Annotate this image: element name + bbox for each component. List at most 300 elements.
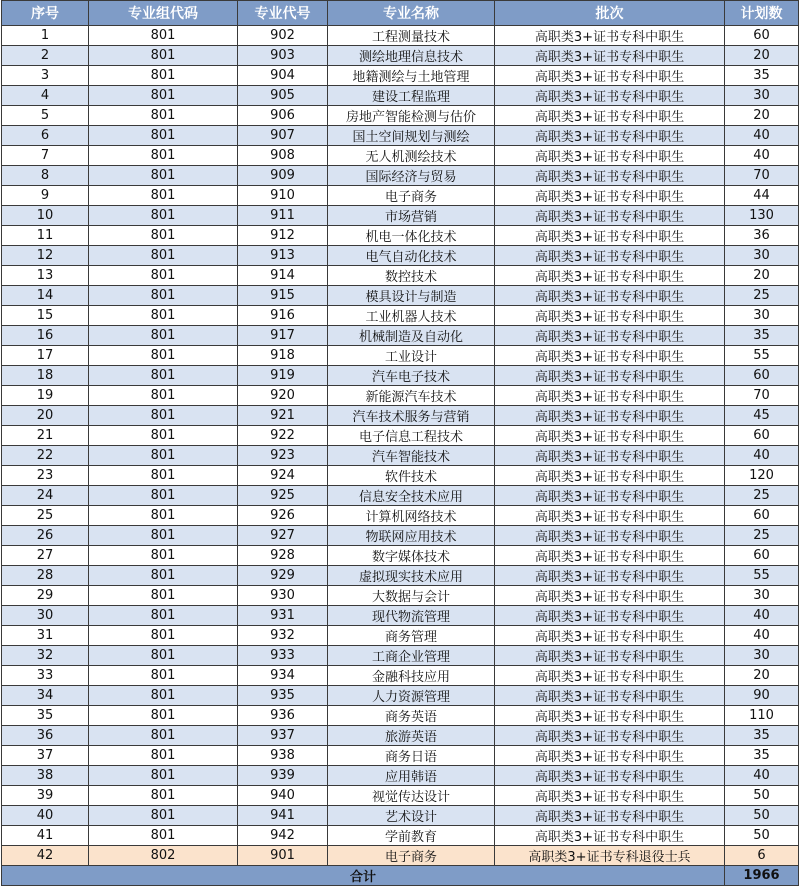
row-major-name: 电子商务 <box>328 186 495 206</box>
row-plan-count: 40 <box>725 626 799 646</box>
table-row <box>2 546 799 566</box>
row-major-name: 商务日语 <box>328 746 495 766</box>
row-major-code: 920 <box>238 386 328 406</box>
row-batch: 高职类3+证书专科中职生 <box>495 726 725 746</box>
row-group-code: 801 <box>89 306 238 326</box>
row-major-name: 数控技术 <box>328 266 495 286</box>
row-plan-count: 120 <box>725 466 799 486</box>
row-major-name: 房地产智能检测与估价 <box>328 106 495 126</box>
row-seq: 9 <box>2 186 89 206</box>
row-batch: 高职类3+证书专科中职生 <box>495 806 725 826</box>
row-seq: 15 <box>2 306 89 326</box>
table-row <box>2 426 799 446</box>
header-plan-count: 计划数 <box>725 1 799 26</box>
row-batch: 高职类3+证书专科中职生 <box>495 186 725 206</box>
row-group-code: 801 <box>89 506 238 526</box>
row-seq: 23 <box>2 466 89 486</box>
row-seq: 1 <box>2 26 89 46</box>
row-batch: 高职类3+证书专科中职生 <box>495 206 725 226</box>
row-seq: 34 <box>2 686 89 706</box>
row-group-code: 801 <box>89 526 238 546</box>
row-batch: 高职类3+证书专科中职生 <box>495 306 725 326</box>
row-seq: 14 <box>2 286 89 306</box>
row-seq: 11 <box>2 226 89 246</box>
row-group-code: 801 <box>89 106 238 126</box>
table-row <box>2 746 799 766</box>
row-seq: 31 <box>2 626 89 646</box>
table-row <box>2 806 799 826</box>
row-plan-count: 35 <box>725 326 799 346</box>
row-plan-count: 20 <box>725 266 799 286</box>
table-row <box>2 526 799 546</box>
row-major-name: 国土空间规划与测绘 <box>328 126 495 146</box>
row-batch: 高职类3+证书专科中职生 <box>495 746 725 766</box>
row-seq: 27 <box>2 546 89 566</box>
table-row <box>2 506 799 526</box>
row-seq: 7 <box>2 146 89 166</box>
table-row <box>2 386 799 406</box>
row-group-code: 801 <box>89 186 238 206</box>
table-row <box>2 466 799 486</box>
row-batch: 高职类3+证书专科中职生 <box>495 326 725 346</box>
row-major-name: 工业设计 <box>328 346 495 366</box>
row-major-name: 国际经济与贸易 <box>328 166 495 186</box>
row-group-code: 801 <box>89 426 238 446</box>
row-plan-count: 40 <box>725 766 799 786</box>
row-major-code: 941 <box>238 806 328 826</box>
row-seq: 17 <box>2 346 89 366</box>
table-row <box>2 406 799 426</box>
row-plan-count: 70 <box>725 386 799 406</box>
row-major-name: 机电一体化技术 <box>328 226 495 246</box>
row-seq: 40 <box>2 806 89 826</box>
row-major-name: 机械制造及自动化 <box>328 326 495 346</box>
row-batch: 高职类3+证书专科中职生 <box>495 266 725 286</box>
row-plan-count: 30 <box>725 246 799 266</box>
row-seq: 16 <box>2 326 89 346</box>
row-major-code: 932 <box>238 626 328 646</box>
row-group-code: 801 <box>89 726 238 746</box>
row-batch: 高职类3+证书专科中职生 <box>495 706 725 726</box>
row-major-name: 虚拟现实技术应用 <box>328 566 495 586</box>
row-major-code: 914 <box>238 266 328 286</box>
row-group-code: 801 <box>89 566 238 586</box>
row-group-code: 801 <box>89 346 238 366</box>
row-group-code: 801 <box>89 786 238 806</box>
row-plan-count: 90 <box>725 686 799 706</box>
row-plan-count: 40 <box>725 126 799 146</box>
row-seq: 3 <box>2 66 89 86</box>
row-plan-count: 60 <box>725 26 799 46</box>
row-major-code: 929 <box>238 566 328 586</box>
row-major-name: 物联网应用技术 <box>328 526 495 546</box>
table-row <box>2 606 799 626</box>
row-plan-count: 30 <box>725 646 799 666</box>
row-major-code: 916 <box>238 306 328 326</box>
row-group-code: 801 <box>89 246 238 266</box>
table-row <box>2 586 799 606</box>
row-plan-count: 30 <box>725 586 799 606</box>
row-major-code: 905 <box>238 86 328 106</box>
row-group-code: 801 <box>89 386 238 406</box>
row-seq: 26 <box>2 526 89 546</box>
row-major-name: 地籍测绘与土地管理 <box>328 66 495 86</box>
row-major-name: 汽车技术服务与营销 <box>328 406 495 426</box>
row-batch: 高职类3+证书专科中职生 <box>495 146 725 166</box>
row-group-code: 801 <box>89 446 238 466</box>
row-major-name: 旅游英语 <box>328 726 495 746</box>
row-major-name: 电气自动化技术 <box>328 246 495 266</box>
row-major-code: 935 <box>238 686 328 706</box>
row-seq: 2 <box>2 46 89 66</box>
row-major-name: 模具设计与制造 <box>328 286 495 306</box>
row-batch: 高职类3+证书专科中职生 <box>495 406 725 426</box>
row-major-name: 学前教育 <box>328 826 495 846</box>
row-plan-count: 45 <box>725 406 799 426</box>
table-row <box>2 666 799 686</box>
row-major-name: 金融科技应用 <box>328 666 495 686</box>
row-group-code: 801 <box>89 166 238 186</box>
row-seq: 10 <box>2 206 89 226</box>
row-major-code: 942 <box>238 826 328 846</box>
row-group-code: 801 <box>89 646 238 666</box>
table-row <box>2 106 799 126</box>
row-plan-count: 70 <box>725 166 799 186</box>
row-major-name: 大数据与会计 <box>328 586 495 606</box>
row-major-name: 无人机测绘技术 <box>328 146 495 166</box>
row-plan-count: 50 <box>725 826 799 846</box>
row-plan-count: 25 <box>725 286 799 306</box>
row-major-code: 921 <box>238 406 328 426</box>
row-major-code: 911 <box>238 206 328 226</box>
row-seq: 24 <box>2 486 89 506</box>
table-row <box>2 46 799 66</box>
table-row <box>2 346 799 366</box>
table-row <box>2 146 799 166</box>
table-row <box>2 166 799 186</box>
row-major-name: 工程测量技术 <box>328 26 495 46</box>
row-batch: 高职类3+证书专科中职生 <box>495 666 725 686</box>
row-plan-count: 55 <box>725 346 799 366</box>
row-plan-count: 60 <box>725 506 799 526</box>
row-plan-count: 35 <box>725 726 799 746</box>
row-batch: 高职类3+证书专科中职生 <box>495 126 725 146</box>
row-major-name: 视觉传达设计 <box>328 786 495 806</box>
row-major-name: 新能源汽车技术 <box>328 386 495 406</box>
row-plan-count: 110 <box>725 706 799 726</box>
header-major-code: 专业代号 <box>238 1 328 26</box>
row-plan-count: 130 <box>725 206 799 226</box>
row-batch: 高职类3+证书专科中职生 <box>495 46 725 66</box>
row-batch: 高职类3+证书专科中职生 <box>495 226 725 246</box>
row-group-code: 801 <box>89 46 238 66</box>
table-row <box>2 326 799 346</box>
table-row <box>2 66 799 86</box>
row-major-code: 902 <box>238 26 328 46</box>
table-row <box>2 786 799 806</box>
row-seq: 32 <box>2 646 89 666</box>
row-batch: 高职类3+证书专科中职生 <box>495 506 725 526</box>
row-batch: 高职类3+证书专科中职生 <box>495 546 725 566</box>
row-batch: 高职类3+证书专科中职生 <box>495 786 725 806</box>
row-seq: 12 <box>2 246 89 266</box>
row-batch: 高职类3+证书专科中职生 <box>495 426 725 446</box>
row-seq: 30 <box>2 606 89 626</box>
row-major-code: 939 <box>238 766 328 786</box>
row-plan-count: 60 <box>725 366 799 386</box>
table-row <box>2 626 799 646</box>
row-batch: 高职类3+证书专科中职生 <box>495 526 725 546</box>
row-major-code: 927 <box>238 526 328 546</box>
row-major-name: 建设工程监理 <box>328 86 495 106</box>
row-plan-count: 20 <box>725 46 799 66</box>
table-row <box>2 446 799 466</box>
row-major-name: 市场营销 <box>328 206 495 226</box>
row-batch: 高职类3+证书专科退役士兵 <box>495 846 725 866</box>
row-batch: 高职类3+证书专科中职生 <box>495 606 725 626</box>
row-batch: 高职类3+证书专科中职生 <box>495 86 725 106</box>
table-body <box>2 26 799 866</box>
row-major-name: 工业机器人技术 <box>328 306 495 326</box>
row-group-code: 801 <box>89 586 238 606</box>
row-batch: 高职类3+证书专科中职生 <box>495 686 725 706</box>
row-major-name: 电子信息工程技术 <box>328 426 495 446</box>
row-batch: 高职类3+证书专科中职生 <box>495 66 725 86</box>
row-major-name: 汽车智能技术 <box>328 446 495 466</box>
row-major-name: 软件技术 <box>328 466 495 486</box>
row-major-name: 应用韩语 <box>328 766 495 786</box>
header-batch: 批次 <box>495 1 725 26</box>
row-batch: 高职类3+证书专科中职生 <box>495 566 725 586</box>
table-row <box>2 246 799 266</box>
row-plan-count: 30 <box>725 86 799 106</box>
row-major-code: 926 <box>238 506 328 526</box>
row-plan-count: 36 <box>725 226 799 246</box>
row-group-code: 801 <box>89 486 238 506</box>
table-row <box>2 566 799 586</box>
header-major-name: 专业名称 <box>328 1 495 26</box>
row-group-code: 801 <box>89 806 238 826</box>
row-major-code: 923 <box>238 446 328 466</box>
row-seq: 36 <box>2 726 89 746</box>
header-seq: 序号 <box>2 1 89 26</box>
table-row <box>2 486 799 506</box>
row-seq: 5 <box>2 106 89 126</box>
row-major-code: 915 <box>238 286 328 306</box>
row-major-code: 917 <box>238 326 328 346</box>
row-major-name: 艺术设计 <box>328 806 495 826</box>
row-plan-count: 40 <box>725 446 799 466</box>
row-major-code: 906 <box>238 106 328 126</box>
row-plan-count: 6 <box>725 846 799 866</box>
row-group-code: 801 <box>89 626 238 646</box>
table-row <box>2 126 799 146</box>
row-major-code: 919 <box>238 366 328 386</box>
row-seq: 41 <box>2 826 89 846</box>
table-row <box>2 266 799 286</box>
row-major-name: 测绘地理信息技术 <box>328 46 495 66</box>
row-group-code: 801 <box>89 286 238 306</box>
row-major-name: 电子商务 <box>328 846 495 866</box>
row-batch: 高职类3+证书专科中职生 <box>495 626 725 646</box>
row-major-code: 918 <box>238 346 328 366</box>
row-major-name: 现代物流管理 <box>328 606 495 626</box>
row-major-code: 933 <box>238 646 328 666</box>
row-major-name: 人力资源管理 <box>328 686 495 706</box>
table-row <box>2 26 799 46</box>
row-plan-count: 35 <box>725 746 799 766</box>
row-seq: 6 <box>2 126 89 146</box>
row-major-code: 936 <box>238 706 328 726</box>
table-row <box>2 646 799 666</box>
row-plan-count: 25 <box>725 486 799 506</box>
row-group-code: 801 <box>89 226 238 246</box>
row-major-code: 938 <box>238 746 328 766</box>
row-seq: 29 <box>2 586 89 606</box>
row-major-name: 信息安全技术应用 <box>328 486 495 506</box>
table-row <box>2 826 799 846</box>
table-row <box>2 206 799 226</box>
row-plan-count: 20 <box>725 106 799 126</box>
row-group-code: 801 <box>89 266 238 286</box>
row-plan-count: 30 <box>725 306 799 326</box>
row-major-code: 907 <box>238 126 328 146</box>
row-plan-count: 50 <box>725 786 799 806</box>
header-group-code: 专业组代码 <box>89 1 238 26</box>
row-group-code: 801 <box>89 606 238 626</box>
row-plan-count: 25 <box>725 526 799 546</box>
row-major-code: 904 <box>238 66 328 86</box>
row-seq: 28 <box>2 566 89 586</box>
row-group-code: 801 <box>89 706 238 726</box>
row-major-code: 903 <box>238 46 328 66</box>
table-row <box>2 846 799 866</box>
row-major-code: 912 <box>238 226 328 246</box>
row-seq: 8 <box>2 166 89 186</box>
row-major-name: 商务管理 <box>328 626 495 646</box>
row-major-code: 928 <box>238 546 328 566</box>
row-major-name: 工商企业管理 <box>328 646 495 666</box>
row-group-code: 801 <box>89 546 238 566</box>
row-seq: 35 <box>2 706 89 726</box>
row-batch: 高职类3+证书专科中职生 <box>495 386 725 406</box>
row-major-code: 924 <box>238 466 328 486</box>
row-batch: 高职类3+证书专科中职生 <box>495 166 725 186</box>
row-group-code: 801 <box>89 406 238 426</box>
row-batch: 高职类3+证书专科中职生 <box>495 106 725 126</box>
row-plan-count: 40 <box>725 606 799 626</box>
row-seq: 13 <box>2 266 89 286</box>
row-seq: 38 <box>2 766 89 786</box>
row-group-code: 801 <box>89 206 238 226</box>
row-plan-count: 60 <box>725 426 799 446</box>
total-value: 1966 <box>725 866 799 886</box>
row-major-code: 910 <box>238 186 328 206</box>
row-major-code: 934 <box>238 666 328 686</box>
row-group-code: 801 <box>89 666 238 686</box>
table-row <box>2 286 799 306</box>
enrollment-plan-table <box>1 0 799 886</box>
row-major-code: 940 <box>238 786 328 806</box>
row-batch: 高职类3+证书专科中职生 <box>495 466 725 486</box>
row-group-code: 801 <box>89 66 238 86</box>
table-row <box>2 366 799 386</box>
row-group-code: 801 <box>89 366 238 386</box>
row-plan-count: 60 <box>725 546 799 566</box>
row-major-code: 937 <box>238 726 328 746</box>
row-group-code: 801 <box>89 146 238 166</box>
row-group-code: 801 <box>89 826 238 846</box>
row-group-code: 801 <box>89 326 238 346</box>
row-batch: 高职类3+证书专科中职生 <box>495 346 725 366</box>
row-batch: 高职类3+证书专科中职生 <box>495 246 725 266</box>
table-row <box>2 686 799 706</box>
row-major-code: 913 <box>238 246 328 266</box>
row-major-code: 922 <box>238 426 328 446</box>
row-batch: 高职类3+证书专科中职生 <box>495 286 725 306</box>
row-seq: 42 <box>2 846 89 866</box>
table-row <box>2 186 799 206</box>
row-group-code: 801 <box>89 466 238 486</box>
table-row <box>2 306 799 326</box>
row-major-code: 931 <box>238 606 328 626</box>
row-seq: 25 <box>2 506 89 526</box>
row-seq: 37 <box>2 746 89 766</box>
row-plan-count: 50 <box>725 806 799 826</box>
row-seq: 20 <box>2 406 89 426</box>
row-group-code: 801 <box>89 26 238 46</box>
row-seq: 4 <box>2 86 89 106</box>
row-group-code: 801 <box>89 86 238 106</box>
row-batch: 高职类3+证书专科中职生 <box>495 26 725 46</box>
row-plan-count: 44 <box>725 186 799 206</box>
row-plan-count: 20 <box>725 666 799 686</box>
row-group-code: 801 <box>89 686 238 706</box>
table-row <box>2 86 799 106</box>
total-label: 合计 <box>2 866 725 886</box>
row-batch: 高职类3+证书专科中职生 <box>495 766 725 786</box>
row-major-code: 909 <box>238 166 328 186</box>
row-major-code: 925 <box>238 486 328 506</box>
row-seq: 39 <box>2 786 89 806</box>
table-row <box>2 706 799 726</box>
row-seq: 18 <box>2 366 89 386</box>
row-plan-count: 35 <box>725 66 799 86</box>
total-row <box>2 866 799 886</box>
table-row <box>2 226 799 246</box>
row-major-code: 901 <box>238 846 328 866</box>
row-batch: 高职类3+证书专科中职生 <box>495 486 725 506</box>
row-major-code: 908 <box>238 146 328 166</box>
row-major-name: 计算机网络技术 <box>328 506 495 526</box>
row-batch: 高职类3+证书专科中职生 <box>495 446 725 466</box>
row-batch: 高职类3+证书专科中职生 <box>495 646 725 666</box>
row-batch: 高职类3+证书专科中职生 <box>495 366 725 386</box>
header-row <box>2 1 799 26</box>
row-seq: 33 <box>2 666 89 686</box>
row-group-code: 801 <box>89 746 238 766</box>
row-batch: 高职类3+证书专科中职生 <box>495 826 725 846</box>
row-plan-count: 55 <box>725 566 799 586</box>
row-major-code: 930 <box>238 586 328 606</box>
row-major-name: 数字媒体技术 <box>328 546 495 566</box>
row-group-code: 801 <box>89 126 238 146</box>
row-seq: 19 <box>2 386 89 406</box>
row-group-code: 801 <box>89 766 238 786</box>
row-plan-count: 40 <box>725 146 799 166</box>
table-row <box>2 726 799 746</box>
row-major-name: 商务英语 <box>328 706 495 726</box>
